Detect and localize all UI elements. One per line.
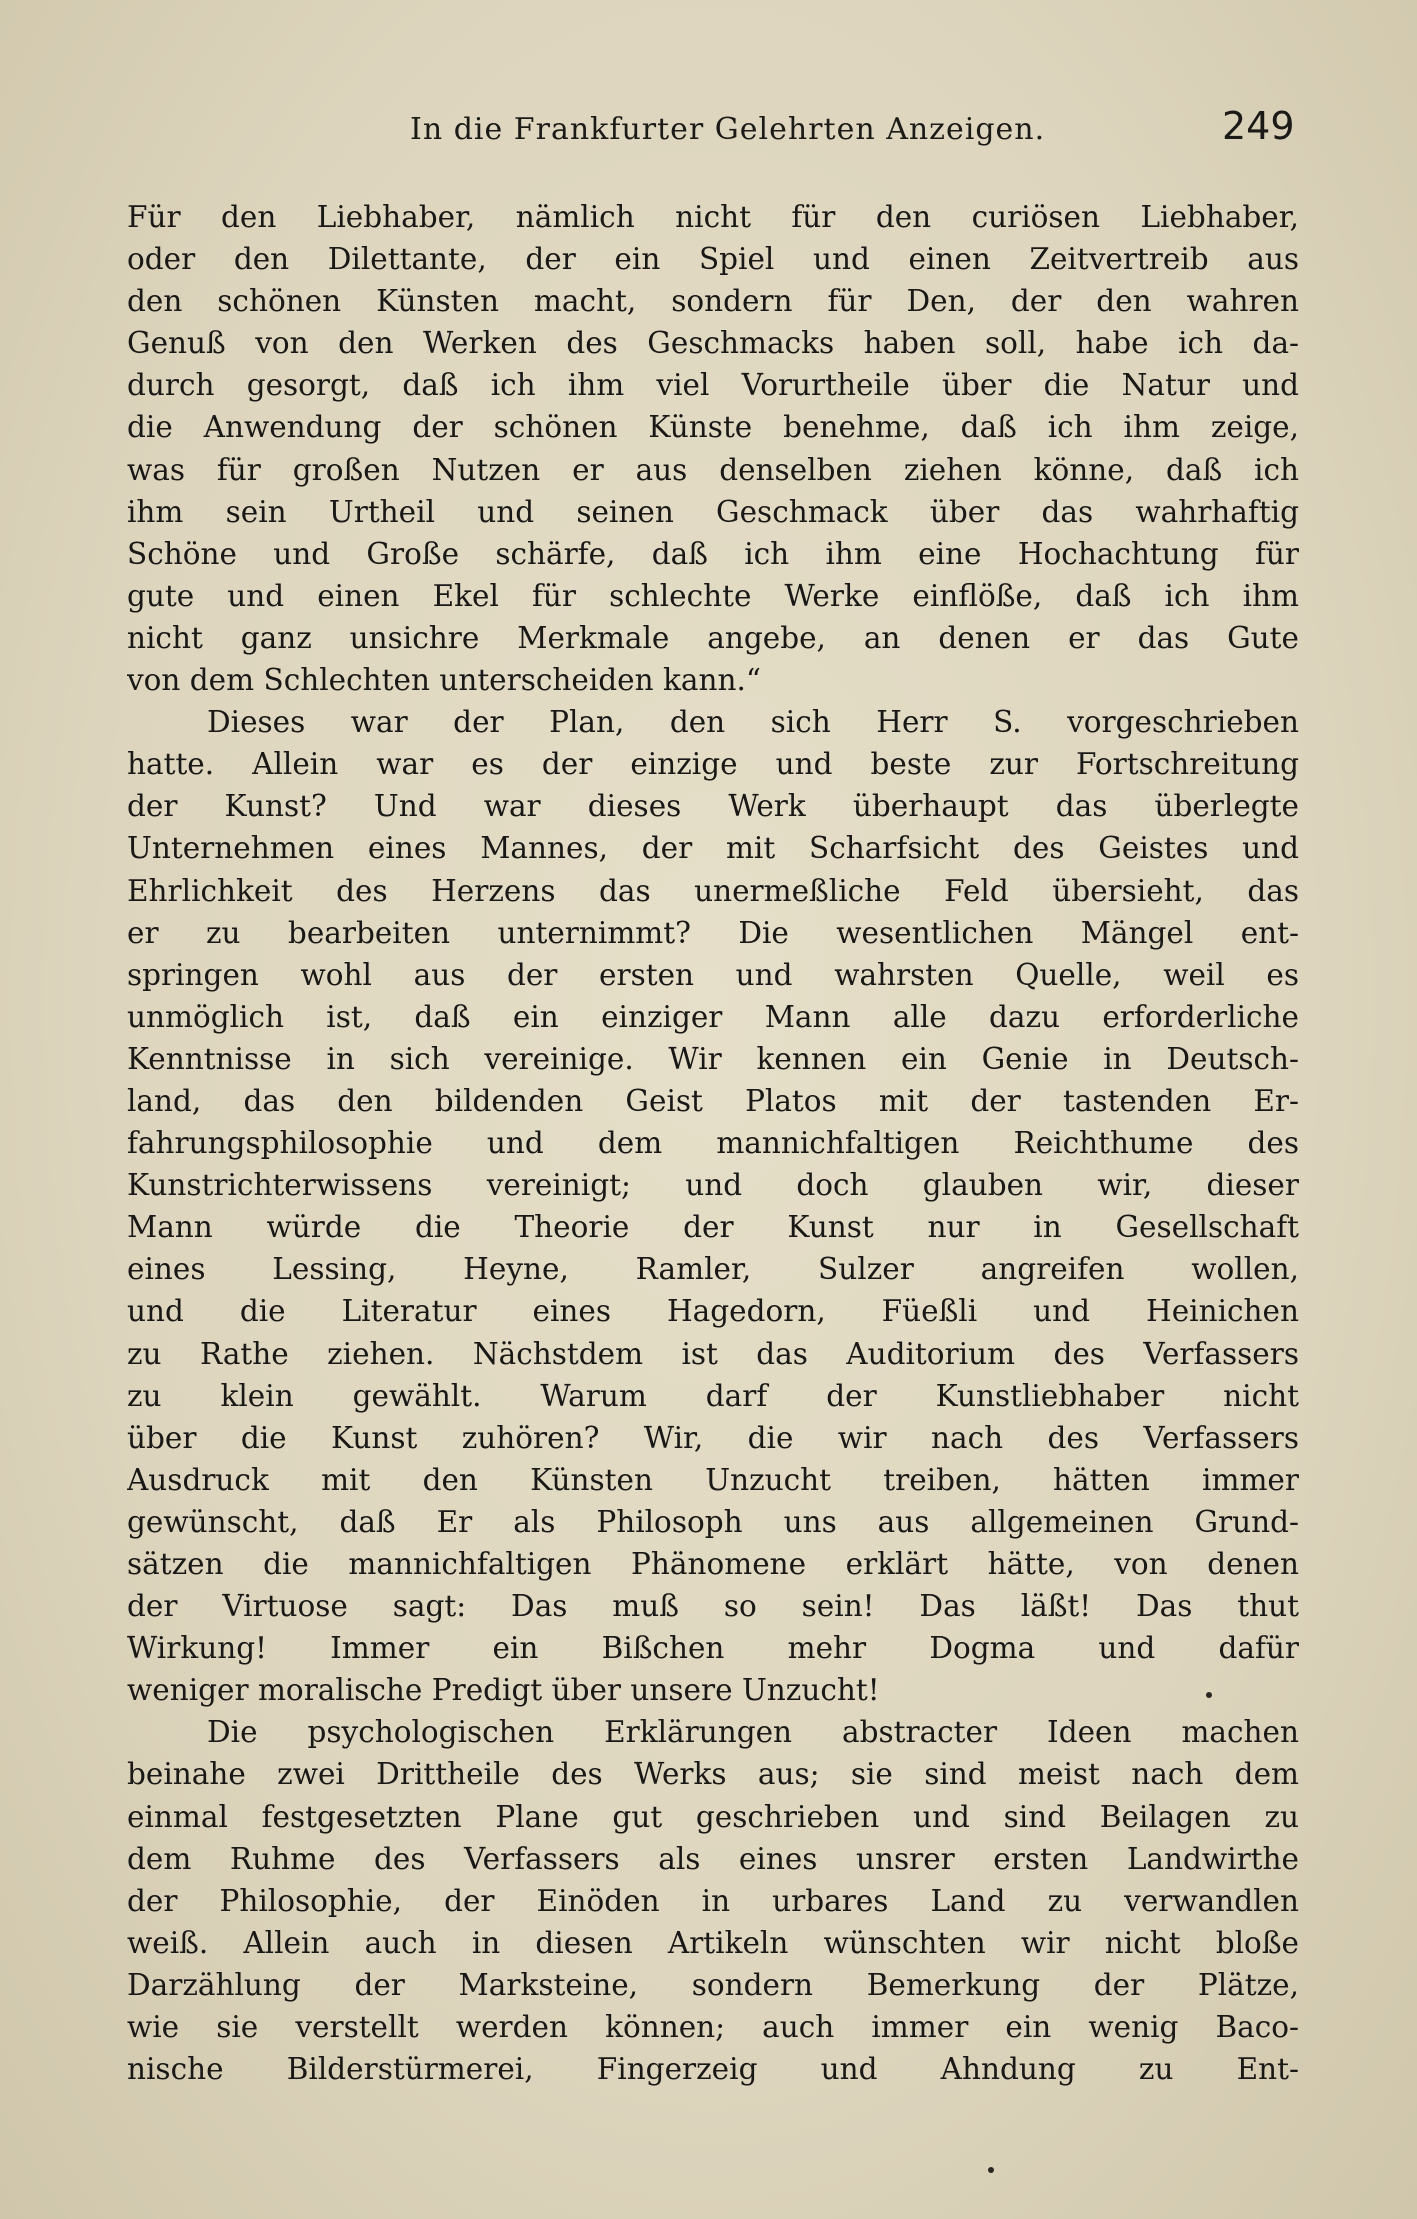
- text-line: zu klein gewählt. Warum darf der Kunstliebhaber nicht: [127, 1378, 1299, 1413]
- text-line: über die Kunst zuhören? Wir, die wir nach des Verfassers: [127, 1420, 1299, 1455]
- text-line: eines Lessing, Heyne, Ramler, Sulzer angreifen wollen,: [127, 1252, 1299, 1287]
- text-line: Kunstrichterwissens vereinigt; und doch glauben wir, dieser: [127, 1168, 1299, 1203]
- running-head: [0, 104, 1417, 164]
- text-line: einmal festgesetzten Plane gut geschrieben und sind Beilagen zu: [127, 1799, 1299, 1834]
- text-line: unmöglich ist, daß ein einziger Mann alle dazu erforderliche: [127, 999, 1299, 1034]
- text-line: sätzen die mannichfaltigen Phänomene erklärt hätte, von denen: [127, 1547, 1299, 1581]
- text-line: Schöne und Große schärfe, daß ich ihm eine Hochachtung für: [127, 536, 1299, 571]
- text-line: er zu bearbeiten unternimmt? Die wesentlichen Mängel ent-: [127, 915, 1299, 950]
- text-line: land, das den bildenden Geist Platos mit der tastenden Er-: [127, 1083, 1299, 1118]
- text-line: dem Ruhme des Verfassers als eines unsrer ersten Landwirthe: [127, 1841, 1299, 1876]
- text-line: die Anwendung der schönen Künste benehme, daß ich ihm zeige,: [127, 410, 1299, 445]
- text-line: der Philosophie, der Einöden in urbares Land zu verwandlen: [127, 1883, 1299, 1918]
- text-line: Wirkung! Immer ein Bißchen mehr Dogma und dafür: [127, 1631, 1299, 1666]
- text-line: und die Literatur eines Hagedorn, Füeßli und Heinichen: [127, 1294, 1299, 1329]
- print-speck: [988, 2167, 994, 2173]
- text-line: von dem Schlechten unterscheiden kann.“: [127, 663, 761, 698]
- text-line: der Kunst? Und war dieses Werk überhaupt das überlegte: [127, 789, 1299, 824]
- text-line: wie sie verstellt werden können; auch immer ein wenig Baco-: [127, 2010, 1299, 2045]
- text-line: oder den Dilettante, der ein Spiel und einen Zeitvertreib aus: [127, 242, 1299, 277]
- print-speck: [1206, 1692, 1212, 1698]
- text-line: gute und einen Ekel für schlechte Werke einflöße, daß ich ihm: [127, 578, 1299, 613]
- text-line: Darzählung der Marksteine, sondern Bemerkung der Plätze,: [127, 1967, 1299, 2002]
- page-number: 249: [1222, 104, 1295, 148]
- text-line: Für den Liebhaber, nämlich nicht für den curiösen Liebhaber,: [127, 200, 1299, 234]
- text-line: beinahe zwei Drittheile des Werks aus; sie sind meist nach dem: [127, 1757, 1299, 1792]
- body-text: [127, 196, 1299, 2090]
- text-line: was für großen Nutzen er aus denselben ziehen könne, daß ich: [127, 452, 1299, 487]
- text-line: fahrungsphilosophie und dem mannichfaltigen Reichthume des: [127, 1126, 1299, 1161]
- text-line: Die psychologischen Erklärungen abstracter Ideen machen: [207, 1715, 1299, 1750]
- text-line: Kenntnisse in sich vereinige. Wir kennen ein Genie in Deutsch-: [127, 1041, 1299, 1076]
- running-title: In die Frankfurter Gelehrten Anzeigen.: [410, 112, 1046, 147]
- text-line: springen wohl aus der ersten und wahrsten Quelle, weil es: [127, 957, 1299, 992]
- text-line: durch gesorgt, daß ich ihm viel Vorurtheile über die Natur und: [127, 368, 1299, 403]
- text-line: nische Bilderstürmerei, Fingerzeig und Ahndung zu Ent-: [127, 2052, 1299, 2087]
- text-line: Mann würde die Theorie der Kunst nur in Gesellschaft: [127, 1210, 1299, 1245]
- text-line: hatte. Allein war es der einzige und beste zur Fortschreitung: [127, 747, 1299, 782]
- text-line: der Virtuose sagt: Das muß so sein! Das läßt! Das thut: [127, 1589, 1299, 1624]
- text-line: gewünscht, daß Er als Philosoph uns aus allgemeinen Grund-: [127, 1504, 1299, 1539]
- text-line: zu Rathe ziehen. Nächstdem ist das Auditorium des Verfassers: [127, 1336, 1299, 1371]
- text-line: Ausdruck mit den Künsten Unzucht treiben, hätten immer: [127, 1462, 1299, 1497]
- text-line: den schönen Künsten macht, sondern für Den, der den wahren: [127, 284, 1299, 319]
- text-line: weiß. Allein auch in diesen Artikeln wünschten wir nicht bloße: [127, 1925, 1299, 1960]
- text-line: weniger moralische Predigt über unsere Unzucht!: [127, 1673, 880, 1708]
- text-line: Unternehmen eines Mannes, der mit Scharfsicht des Geistes und: [127, 831, 1299, 866]
- text-line: nicht ganz unsichre Merkmale angebe, an denen er das Gute: [127, 620, 1299, 655]
- text-line: Genuß von den Werken des Geschmacks haben soll, habe ich da-: [127, 326, 1299, 361]
- text-line: Ehrlichkeit des Herzens das unermeßliche Feld übersieht, das: [127, 873, 1299, 908]
- text-line: ihm sein Urtheil und seinen Geschmack über das wahrhaftig: [127, 494, 1299, 529]
- text-line: Dieses war der Plan, den sich Herr S. vorgeschrieben: [207, 705, 1299, 740]
